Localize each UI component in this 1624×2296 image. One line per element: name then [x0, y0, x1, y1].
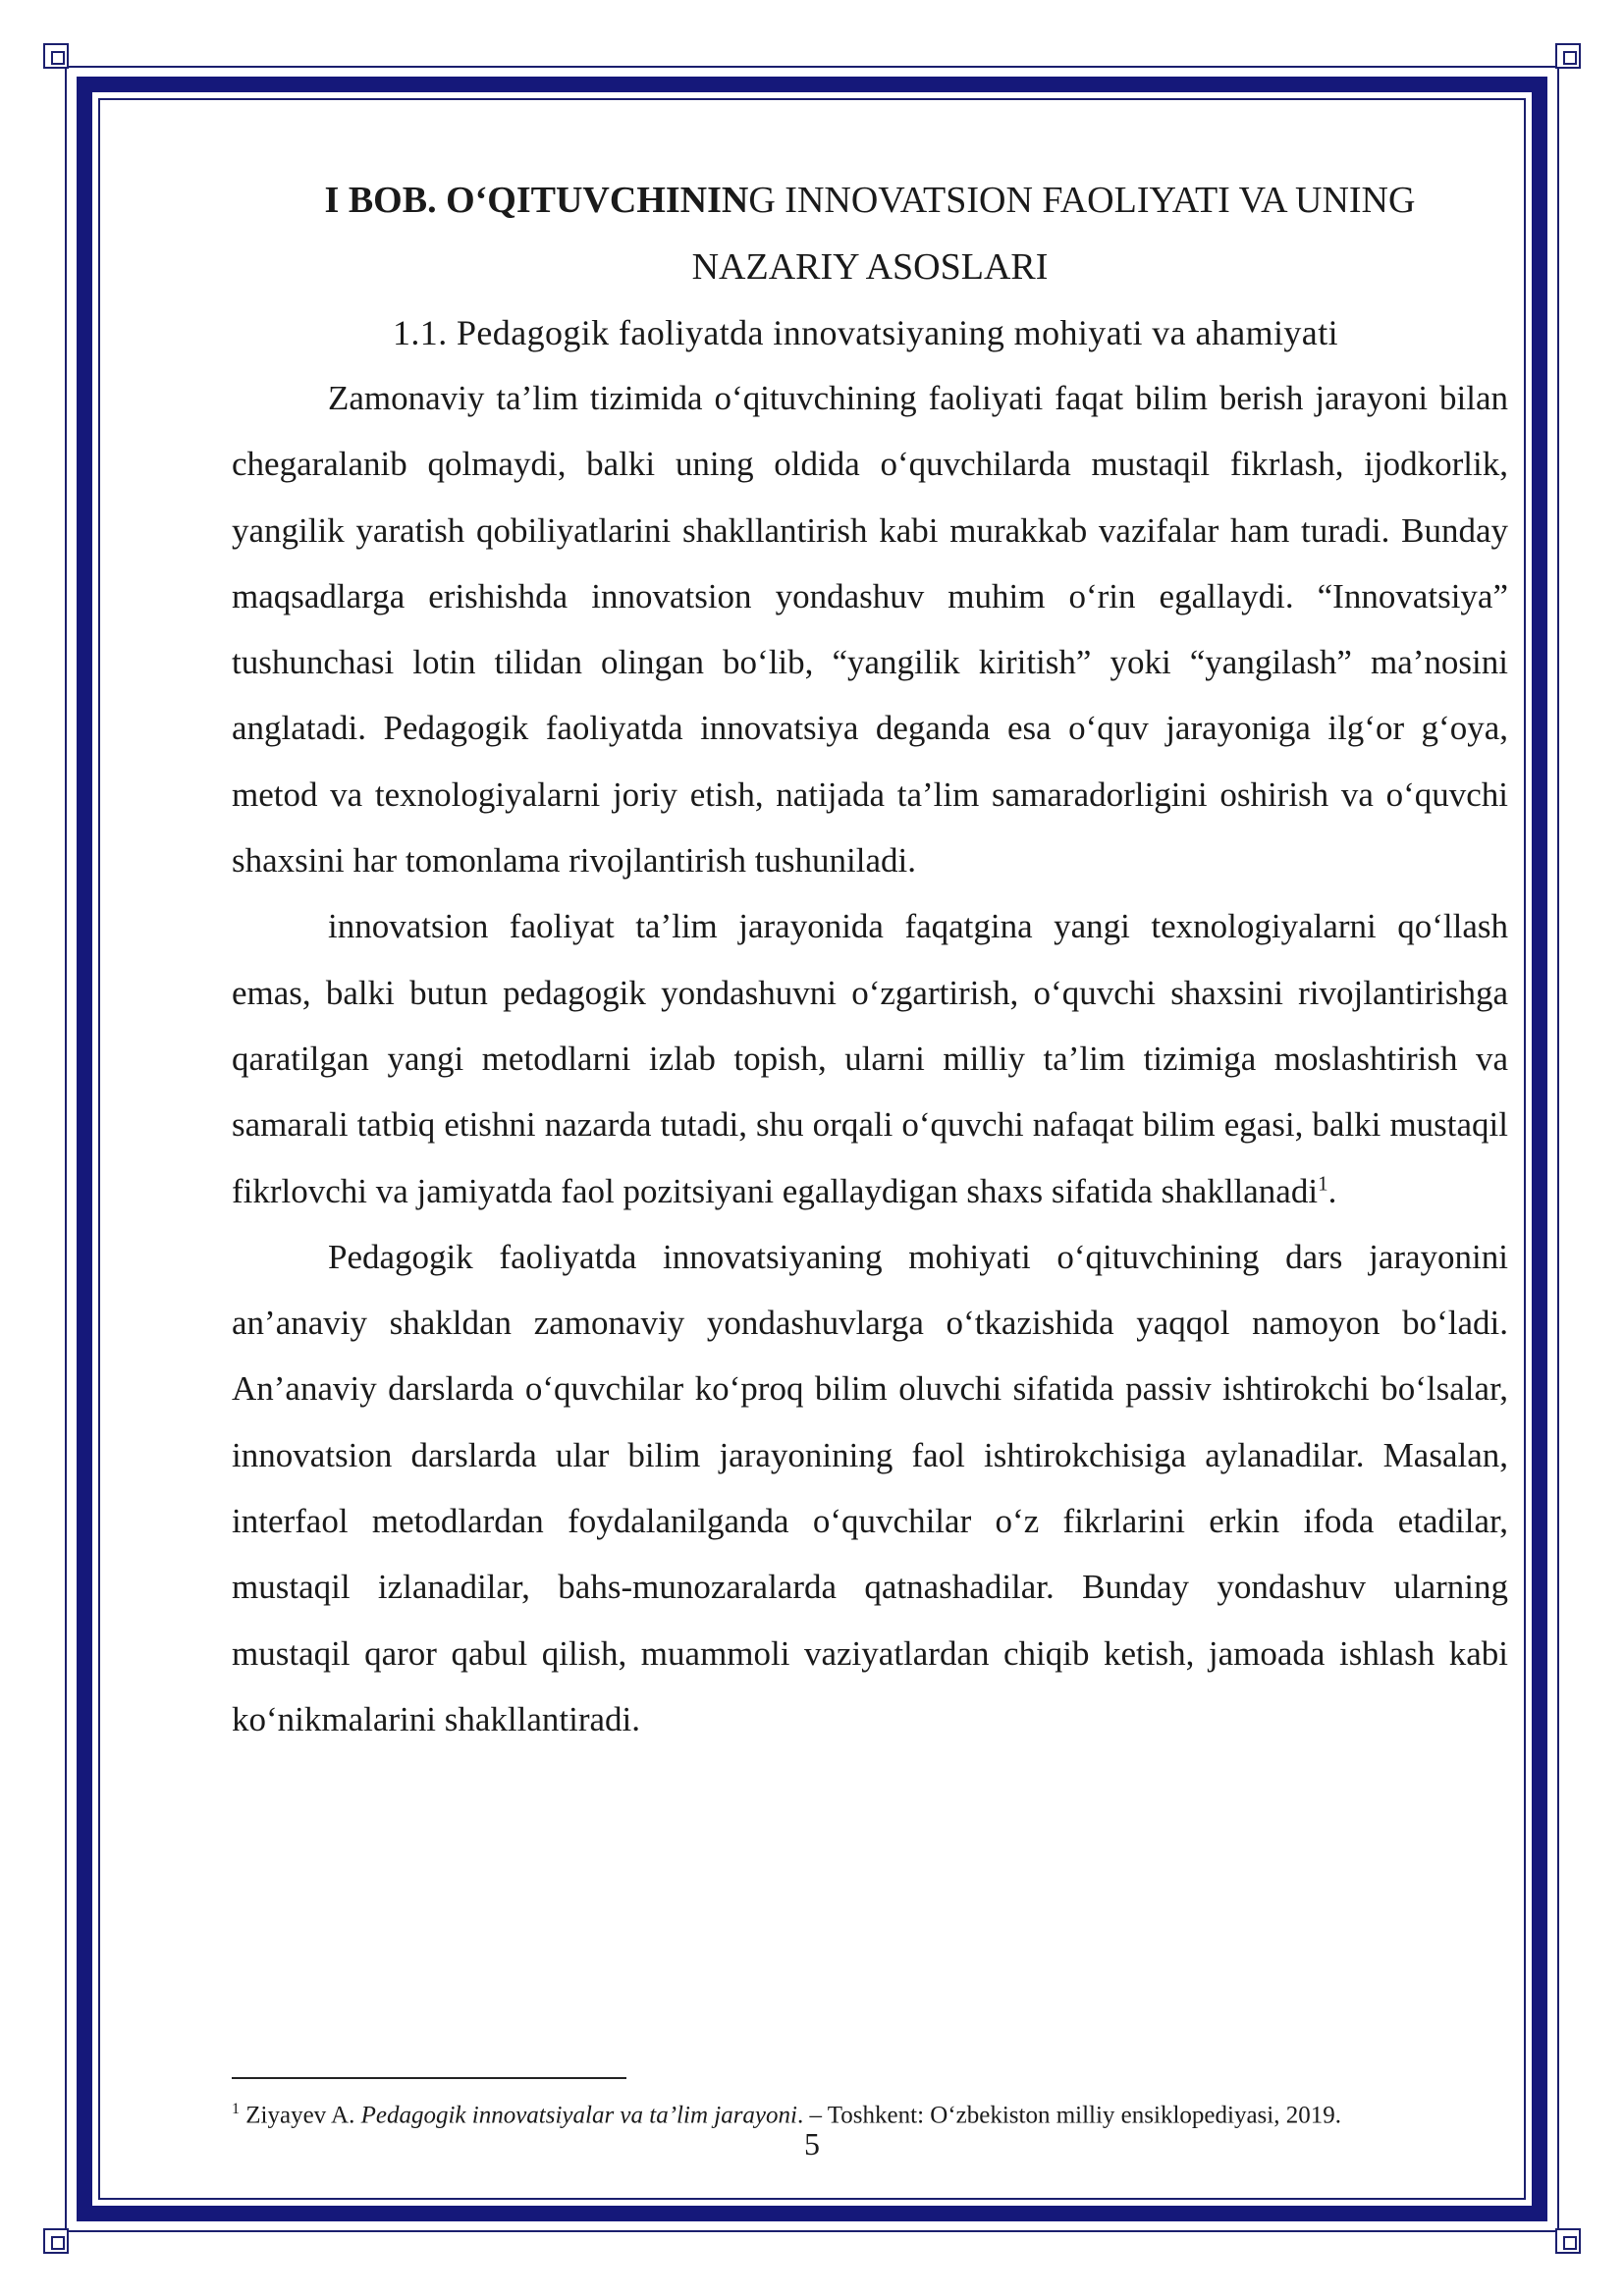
footnote-separator	[232, 2077, 626, 2079]
page-number: 5	[804, 2126, 820, 2162]
footnote-author: Ziyayev A.	[240, 2102, 361, 2129]
corner-ornament-bottom-right	[1555, 2228, 1581, 2254]
corner-ornament-bottom-left	[43, 2228, 69, 2254]
footnote-reference[interactable]: 1	[1318, 1170, 1328, 1195]
paragraph-2-period: .	[1327, 1171, 1337, 1210]
footnote-publisher: . – Toshkent: O‘zbekiston milliy ensiklopediyasi, 2019.	[796, 2102, 1341, 2129]
footnote-title: Pedagogik innovatsiyalar va ta’lim jarayoni	[360, 2102, 797, 2129]
paragraph-3: Pedagogik faoliyatda innovatsiyaning mohiyati o‘qituvchining dars jarayonini an’anaviy shakldan zamonaviy yondashuvlarga o‘tkazishida yaqqol namoyon bo‘ladi. An’anaviy darslarda o‘quvchilar ko‘proq bilim oluvchi sifatida passiv ishtirokchi bo‘lsalar, innovatsion darslarda ular bilim jarayonining faol ishtirokchisiga aylanadilar. Masalan, interfaol metodlardan foydalanilganda o‘quvchilar o‘z fikrlarini erkin ifoda etadilar, mustaqil izlanadilar, bahs-munozaralarda qatnashadilar. Bunday yondashuv ularning mustaqil qaror qabul qilish, muammoli vaziyatlardan chiqib ketish, jamoada ishlash kabi ko‘nikmalarini shakllantiradi.	[232, 1237, 1508, 1738]
paragraph-1: Zamonaviy ta’lim tizimida o‘qituvchining faoliyati faqat bilim berish jarayoni bilan chegaralanib qolmaydi, balki uning oldida o‘quvchilarda mustaqil fikrlash, ijodkorlik, yangilik yaratish qobiliyatlarini shakllantirish kabi murakkab vazifalar ham turadi. Bunday maqsadlarga erishishda innovatsion yondashuv muhim o‘rin egallaydi. “Innovatsiya” tushunchasi lotin tilidan olingan bo‘lib, “yangilik kiritish” yoki “yangilash” ma’nosini anglatadi. Pedagogik faoliyatda innovatsiya deganda esa o‘quv jarayoniga ilg‘or g‘oya, metod va texnologiyalarni joriy etish, natijada ta’lim samaradorligini oshirish va o‘quvchi shaxsini har tomonlama rivojlantirish tushuniladi.	[232, 379, 1508, 881]
chapter-title	[232, 167, 1508, 300]
corner-ornament-top-left	[43, 43, 69, 69]
chapter-title-line2: NAZARIY ASOSLARI	[691, 246, 1049, 288]
chapter-title-rest: G INNOVATSION FAOLIYATI VA UNING	[748, 180, 1416, 221]
paragraph-2	[232, 893, 1508, 1223]
footnote-number: 1	[232, 2101, 240, 2117]
paragraph-2-text: innovatsion faoliyat ta’lim jarayonida faqatgina yangi texnologiyalarni qo‘llash emas, balki butun pedagogik yondashuvni o‘zgartirish, o‘quvchi shaxsini rivojlantirishga qaratilgan yangi metodlarni izlab topish, ularni milliy ta’lim tizimiga moslashtirish va samarali tatbiq etishni nazarda tutadi, shu orqali o‘quvchi nafaqat bilim egasi, balki mustaqil fikrlovchi va jamiyatda faol pozitsiyani egallaydigan shaxs sifatida shakllanadi	[232, 907, 1508, 1210]
section-heading: 1.1. Pedagogik faoliyatda innovatsiyaning mohiyati va ahamiyati	[393, 313, 1338, 352]
chapter-title-bold: I BOB. O‘QITUVCHININ	[324, 180, 749, 221]
main-content	[232, 167, 1508, 1752]
corner-ornament-top-right	[1555, 43, 1581, 69]
